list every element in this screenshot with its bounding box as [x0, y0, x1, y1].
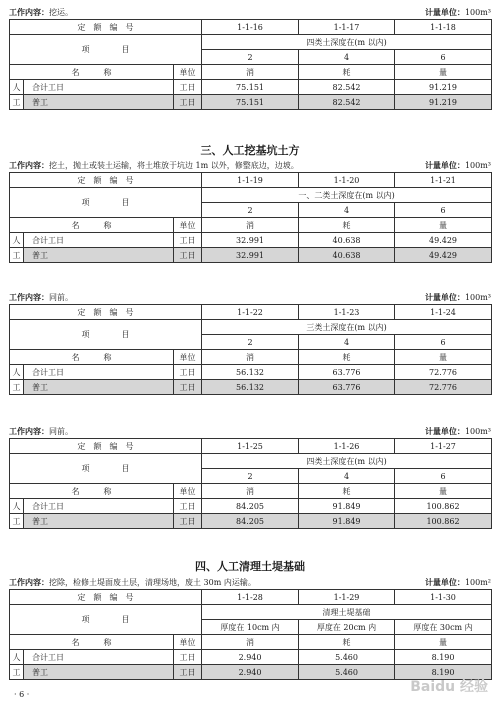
row-value: 91.219 [395, 95, 492, 110]
row-value: 63.776 [299, 380, 395, 395]
consumption-header: 量 [395, 65, 492, 80]
row-value: 82.542 [299, 80, 395, 95]
quota-code: 1-1-26 [299, 439, 395, 454]
labor-label: 人 [10, 365, 24, 380]
measure-unit-value: 100m³ [464, 293, 491, 302]
row-value: 91.219 [395, 80, 492, 95]
consumption-header: 量 [395, 218, 492, 233]
consumption-header: 消 [202, 218, 299, 233]
quota-code-header: 定 额 编 号 [10, 439, 202, 454]
row-name: 普工 [24, 665, 174, 680]
row-value: 75.151 [202, 80, 299, 95]
row-value: 75.151 [202, 95, 299, 110]
name-header: 名 称 [10, 635, 174, 650]
consumption-header: 消 [202, 65, 299, 80]
quota-code: 1-1-17 [299, 20, 395, 35]
measure-unit [425, 292, 491, 303]
row-name: 合计工日 [24, 80, 174, 95]
row-name: 普工 [24, 514, 174, 529]
consumption-header: 耗 [299, 635, 395, 650]
quota-code: 1-1-28 [202, 590, 299, 605]
row-value: 5.460 [299, 650, 395, 665]
quota-code: 1-1-18 [395, 20, 492, 35]
row-value: 91.849 [299, 499, 395, 514]
row-unit: 工日 [174, 499, 202, 514]
item-header: 项 目 [10, 188, 202, 218]
row-value: 40.638 [299, 233, 395, 248]
group-header: 一、二类土深度在(m 以内) [202, 188, 492, 203]
work-content [9, 292, 73, 303]
name-header: 名 称 [10, 65, 174, 80]
row-value: 63.776 [299, 365, 395, 380]
block-meta [9, 576, 491, 589]
row-unit: 工日 [174, 95, 202, 110]
sub-header: 4 [299, 335, 395, 350]
labor-label: 工 [10, 248, 24, 263]
row-unit: 工日 [174, 233, 202, 248]
work-content-label: 工作内容： [9, 578, 49, 587]
sub-header: 6 [395, 335, 492, 350]
work-content-label: 工作内容： [9, 427, 49, 436]
row-name: 合计工日 [24, 650, 174, 665]
row-value: 32.991 [202, 233, 299, 248]
measure-unit-label: 计量单位： [424, 8, 465, 17]
row-value: 40.638 [299, 248, 395, 263]
sub-header: 4 [299, 469, 395, 484]
row-name: 合计工日 [24, 499, 174, 514]
quota-code: 1-1-25 [202, 439, 299, 454]
measure-unit-label: 计量单位： [424, 578, 465, 587]
row-value: 32.991 [202, 248, 299, 263]
row-value: 2.940 [202, 665, 299, 680]
work-content-label: 工作内容： [9, 293, 49, 302]
labor-label: 人 [10, 650, 24, 665]
quota-code-header: 定 额 编 号 [10, 590, 202, 605]
row-value: 49.429 [395, 233, 492, 248]
measure-unit [425, 577, 491, 588]
row-unit: 工日 [174, 80, 202, 95]
labor-label: 工 [10, 665, 24, 680]
quota-block-2 [9, 159, 491, 263]
sub-header: 厚度在 10cm 内 [202, 620, 299, 635]
consumption-header: 耗 [299, 218, 395, 233]
quota-block-5 [9, 576, 491, 680]
quota-code: 1-1-23 [299, 305, 395, 320]
labor-label: 人 [10, 80, 24, 95]
quota-code: 1-1-24 [395, 305, 492, 320]
name-header: 名 称 [10, 350, 174, 365]
item-header: 项 目 [10, 35, 202, 65]
row-value: 91.849 [299, 514, 395, 529]
section-title: 四、人工清理土堤基础 [195, 560, 305, 573]
row-value: 82.542 [299, 95, 395, 110]
row-value: 100.862 [395, 514, 492, 529]
row-name: 普工 [24, 248, 174, 263]
consumption-header: 消 [202, 635, 299, 650]
measure-unit-value: 100m³ [464, 8, 491, 17]
work-content-label: 工作内容： [9, 8, 49, 17]
consumption-header: 量 [395, 635, 492, 650]
measure-unit-value: 100m³ [464, 427, 491, 436]
labor-label: 工 [10, 380, 24, 395]
unit-header: 单位 [174, 635, 202, 650]
measure-unit [425, 426, 491, 437]
quota-code: 1-1-30 [395, 590, 492, 605]
block-meta [9, 291, 491, 304]
quota-code: 1-1-22 [202, 305, 299, 320]
item-header: 项 目 [10, 454, 202, 484]
row-unit: 工日 [174, 650, 202, 665]
work-content-label: 工作内容： [9, 161, 49, 170]
row-value: 84.205 [202, 499, 299, 514]
quota-code: 1-1-21 [395, 173, 492, 188]
work-content [9, 577, 256, 588]
sub-header: 4 [299, 203, 395, 218]
group-header: 四类土深度在(m 以内) [202, 35, 492, 50]
item-header: 项 目 [10, 320, 202, 350]
consumption-header: 量 [395, 484, 492, 499]
quota-block-4 [9, 425, 491, 529]
row-name: 合计工日 [24, 365, 174, 380]
work-content [9, 160, 299, 171]
quota-code: 1-1-27 [395, 439, 492, 454]
block-meta [9, 159, 491, 172]
quota-code-header: 定 额 编 号 [10, 173, 202, 188]
sub-header: 2 [202, 203, 299, 218]
measure-unit-label: 计量单位： [424, 293, 465, 302]
work-content-text: 挖土，抛土或装土运输，将土堆放于坑边 1m 以外，修整底边，边坡。 [49, 161, 299, 170]
work-content-text: 同前。 [49, 427, 73, 436]
labor-label: 工 [10, 514, 24, 529]
work-content [9, 426, 73, 437]
quota-table [9, 438, 492, 529]
quota-table [9, 172, 492, 263]
sub-header: 2 [202, 469, 299, 484]
sub-header: 2 [202, 50, 299, 65]
sub-header: 6 [395, 203, 492, 218]
quota-code: 1-1-19 [202, 173, 299, 188]
consumption-header: 消 [202, 484, 299, 499]
row-unit: 工日 [174, 380, 202, 395]
item-header: 项 目 [10, 605, 202, 635]
quota-code-header: 定 额 编 号 [10, 20, 202, 35]
measure-unit-value: 100m² [464, 578, 491, 587]
measure-unit-label: 计量单位： [424, 161, 465, 170]
unit-header: 单位 [174, 350, 202, 365]
row-value: 72.776 [395, 380, 492, 395]
group-header: 三类土深度在(m 以内) [202, 320, 492, 335]
page-number: · 6 · [14, 690, 30, 699]
section-title: 三、人工挖基坑土方 [200, 144, 300, 157]
unit-header: 单位 [174, 218, 202, 233]
row-unit: 工日 [174, 248, 202, 263]
consumption-header: 消 [202, 350, 299, 365]
sub-header: 厚度在 30cm 内 [395, 620, 492, 635]
sub-header: 6 [395, 469, 492, 484]
measure-unit [425, 7, 491, 18]
quota-code: 1-1-29 [299, 590, 395, 605]
work-content-text: 同前。 [49, 293, 73, 302]
row-unit: 工日 [174, 365, 202, 380]
row-value: 84.205 [202, 514, 299, 529]
block-meta [9, 6, 491, 19]
quota-code: 1-1-20 [299, 173, 395, 188]
name-header: 名 称 [10, 218, 174, 233]
row-unit: 工日 [174, 665, 202, 680]
quota-code: 1-1-16 [202, 20, 299, 35]
sub-header: 4 [299, 50, 395, 65]
work-content [9, 7, 73, 18]
row-value: 56.132 [202, 380, 299, 395]
row-value: 2.940 [202, 650, 299, 665]
sub-header: 6 [395, 50, 492, 65]
row-name: 合计工日 [24, 233, 174, 248]
watermark: Baidu 经验 [410, 679, 488, 695]
block-meta [9, 425, 491, 438]
unit-header: 单位 [174, 484, 202, 499]
group-header: 清理土堤基础 [202, 605, 492, 620]
group-header: 四类土深度在(m 以内) [202, 454, 492, 469]
labor-label: 人 [10, 499, 24, 514]
row-unit: 工日 [174, 514, 202, 529]
sub-header: 厚度在 20cm 内 [299, 620, 395, 635]
sub-header: 2 [202, 335, 299, 350]
quota-code-header: 定 额 编 号 [10, 305, 202, 320]
unit-header: 单位 [174, 65, 202, 80]
quota-block-1 [9, 6, 491, 110]
name-header: 名 称 [10, 484, 174, 499]
quota-table [9, 589, 492, 680]
quota-table [9, 19, 492, 110]
measure-unit [425, 160, 491, 171]
consumption-header: 耗 [299, 350, 395, 365]
row-name: 普工 [24, 380, 174, 395]
row-value: 56.132 [202, 365, 299, 380]
labor-label: 工 [10, 95, 24, 110]
row-value: 8.190 [395, 650, 492, 665]
consumption-header: 量 [395, 350, 492, 365]
row-value: 72.776 [395, 365, 492, 380]
row-value: 100.862 [395, 499, 492, 514]
row-name: 普工 [24, 95, 174, 110]
work-content-text: 挖除，检修土堤面废土层，清理场地，废土 30m 内运输。 [49, 578, 256, 587]
measure-unit-value: 100m³ [464, 161, 491, 170]
labor-label: 人 [10, 233, 24, 248]
row-value: 49.429 [395, 248, 492, 263]
work-content-text: 挖运。 [49, 8, 73, 17]
consumption-header: 耗 [299, 65, 395, 80]
quota-table [9, 304, 492, 395]
measure-unit-label: 计量单位： [424, 427, 465, 436]
row-value: 8.190 [395, 665, 492, 680]
row-value: 5.460 [299, 665, 395, 680]
consumption-header: 耗 [299, 484, 395, 499]
quota-block-3 [9, 291, 491, 395]
